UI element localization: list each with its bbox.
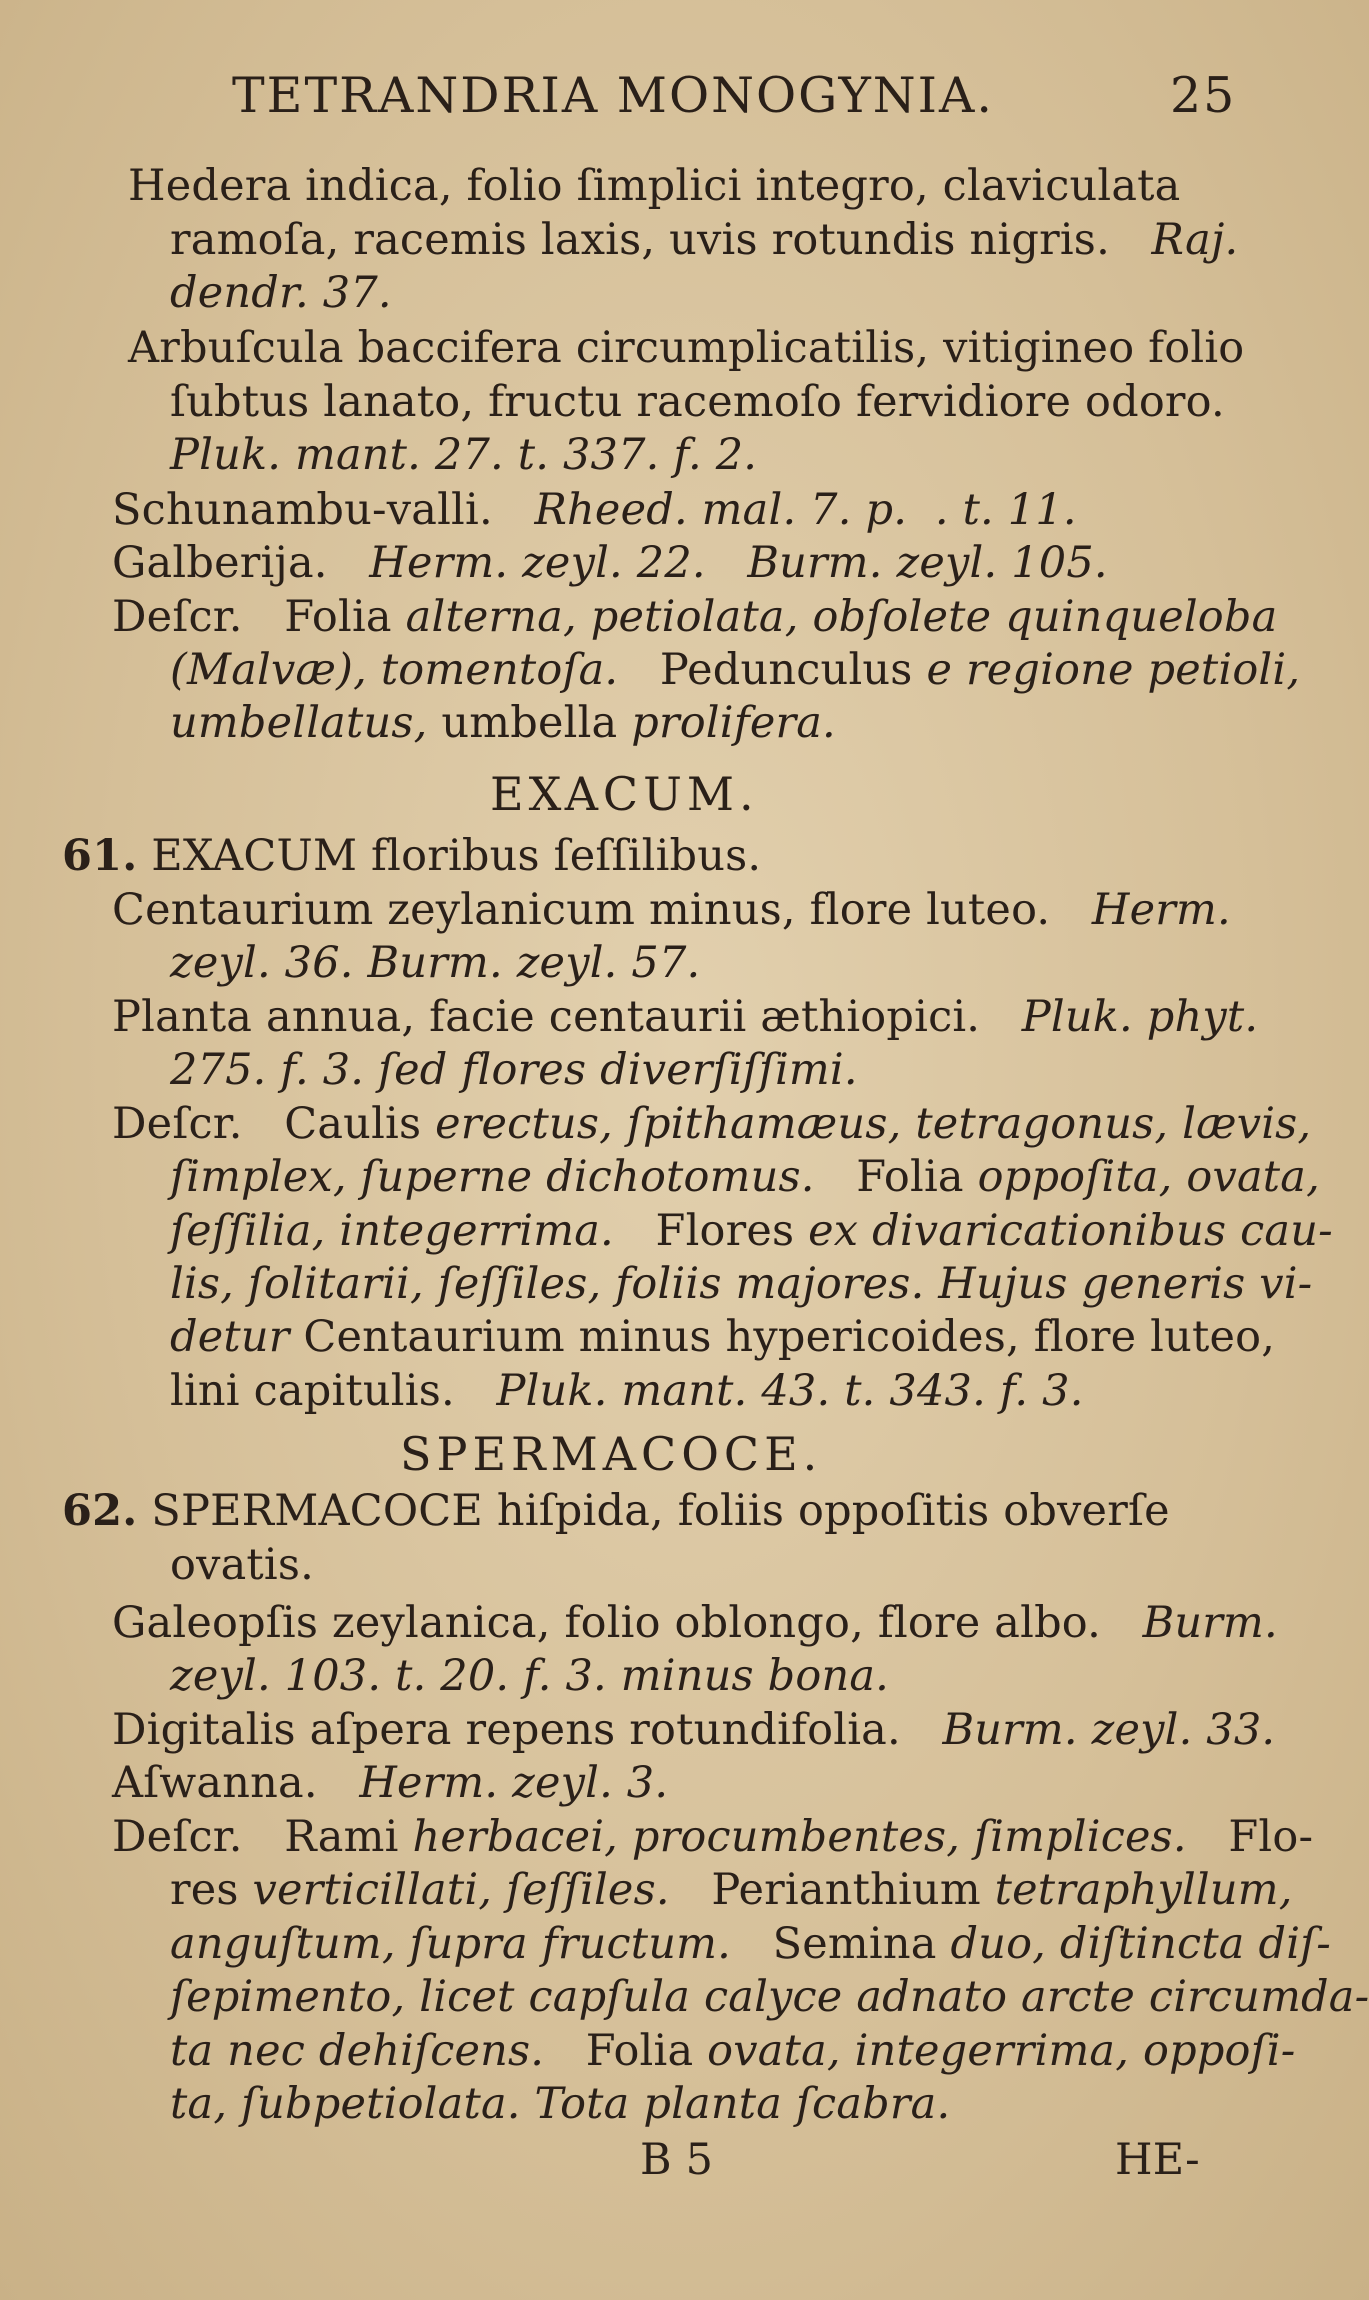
synonym-line: ramoſa, racemis laxis, uvis rotundis nigris. Raj. — [170, 215, 1239, 265]
running-header-title: TETRANDRIA MONOGYNIA. — [232, 67, 994, 124]
species-line: 61. EXACUM floribus ſeſſilibus. — [62, 831, 762, 881]
synonym-line: zeyl. 36. Burm. zeyl. 57. — [170, 938, 701, 988]
description-line: umbellatus, umbella prolifera. — [170, 698, 836, 748]
description-line: Deſcr. Caulis erectus, ſpithamæus, tetragonus, lævis, — [112, 1099, 1312, 1149]
synonym-line: 275. f. 3. ſed flores diverſiſſimi. — [170, 1045, 858, 1095]
description-line: ta nec dehiſcens. Folia ovata, integerrima, oppoſi- — [170, 2026, 1296, 2076]
description-line: Deſcr. Rami herbacei, procumbentes, ſimplices. Flo- — [112, 1812, 1314, 1862]
synonym-line: Hedera indica, folio ſimplici integro, claviculata — [128, 161, 1181, 211]
description-line: res verticillati, ſeſſiles. Perianthium tetraphyllum, — [170, 1865, 1293, 1915]
signature-mark: B 5 — [640, 2135, 714, 2185]
synonym-line: Planta annua, facie centaurii æthiopici. Pluk. phyt. — [112, 992, 1259, 1042]
vernacular-line: Galberija. Herm. zeyl. 22. Burm. zeyl. 105. — [112, 538, 1108, 588]
species-line: 62. SPERMACOCE hiſpida, foliis oppoſitis obverſe — [62, 1486, 1170, 1536]
vernacular-line: Aſwanna. Herm. zeyl. 3. — [112, 1758, 669, 1808]
description-line: ſimplex, ſuperne dichotomus. Folia oppoſita, ovata, — [170, 1152, 1320, 1202]
description-line: anguſtum, ſupra fructum. Semina duo, diſtincta diſ- — [170, 1919, 1332, 1969]
synonym-line: dendr. 37. — [170, 268, 392, 318]
synonym-line: Centaurium zeylanicum minus, flore luteo. Herm. — [112, 885, 1231, 935]
genus-heading-exacum: EXACUM. — [490, 767, 759, 821]
synonym-line: zeyl. 103. t. 20. f. 3. minus bona. — [170, 1651, 890, 1701]
species-line: ovatis. — [170, 1540, 314, 1590]
description-line: ta, ſubpetiolata. Tota planta ſcabra. — [170, 2079, 951, 2129]
description-line: detur Centaurium minus hypericoides, flore luteo, — [170, 1312, 1276, 1362]
description-line: ſeſſilia, integerrima. Flores ex divaricationibus cau- — [170, 1206, 1333, 1256]
catchword: HE- — [1115, 2135, 1200, 2185]
vernacular-line: Schunambu-valli. Rheed. mal. 7. p. . t. 11. — [112, 485, 1077, 535]
description-line: Deſcr. Folia alterna, petiolata, obſolete quinqueloba — [112, 592, 1278, 642]
description-line: ſepimento, licet capſula calyce adnato arcte circumda- — [170, 1972, 1369, 2022]
page-number: 25 — [1170, 67, 1237, 124]
description-line: lis, ſolitarii, ſeſſiles, foliis majores. Hujus generis vi- — [170, 1259, 1313, 1309]
description-line: (Malvæ), tomentoſa. Pedunculus e regione petioli, — [170, 645, 1301, 695]
genus-heading-spermacoce: SPERMACOCE. — [400, 1427, 823, 1481]
description-line: lini capitulis. Pluk. mant. 43. t. 343. f. 3. — [170, 1366, 1084, 1416]
synonym-line: Digitalis aſpera repens rotundifolia. Burm. zeyl. 33. — [112, 1705, 1276, 1755]
synonym-line: Galeopſis zeylanica, folio oblongo, flore albo. Burm. — [112, 1598, 1278, 1648]
synonym-line: ſubtus lanato, fructu racemoſo fervidiore odoro. — [170, 377, 1225, 427]
synonym-line: Pluk. mant. 27. t. 337. f. 2. — [170, 430, 758, 480]
synonym-line: Arbuſcula baccifera circumplicatilis, vitigineo folio — [128, 323, 1245, 373]
